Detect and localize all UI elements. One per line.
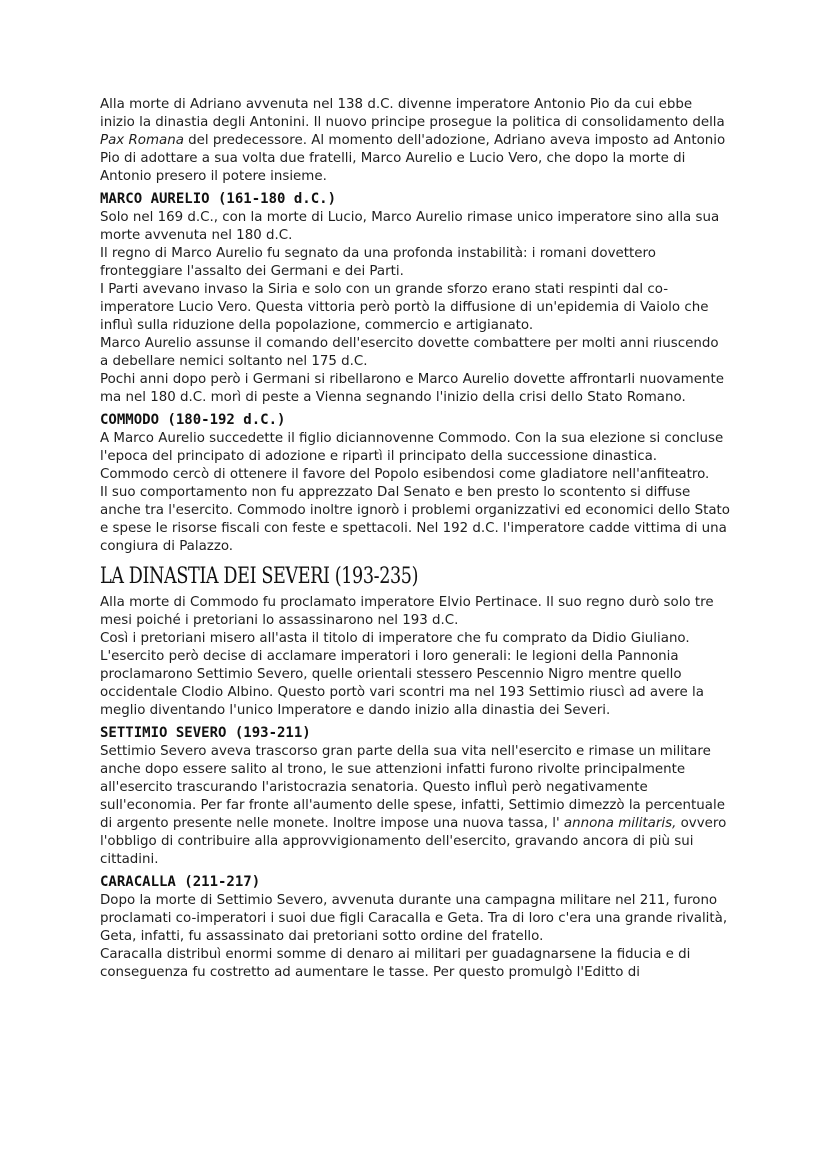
marco-paragraph-2: Il regno di Marco Aurelio fu segnato da una profonda instabilità: i romani dovettero fronteggiare l'assalto dei Germani e dei Parti.: [100, 246, 656, 279]
commodo-heading: COMMODO (180-192 d.C.): [100, 412, 286, 428]
commodo-paragraph-2: Commodo cercò di ottenere il favore del Popolo esibendosi come gladiatore nell'anfiteatro.: [100, 467, 710, 482]
intro-paragraph: Alla morte di Adriano avvenuta nel 138 d.C. divenne imperatore Antonio Pio da cui ebbe inizio la dinastia degli Antonini. Il nuovo principe prosegue la politica di consolidamento della Pax Romana del predecessore. Al momento dell'adozione, Adriano aveva imposto ad Antonio Pio di adottare a sua volta due fratelli, Marco Aurelio e Lucio Vero, che dopo la morte di Antonio presero il potere insieme.: [100, 97, 726, 184]
marco-aurelio-heading: MARCO AURELIO (161-180 d.C.): [100, 191, 337, 207]
settimio-paragraph: Settimio Severo aveva trascorso gran parte della sua vita nell'esercito e rimase un militare anche dopo essere salito al trono, le sue attenzioni infatti furono rivolte principalmente all'esercito trascurando l'aristocrazia senatoria. Questo influì però negativamente sull'economia. Per far fronte all'aumento delle spese, infatti, Settimio dimezzò la percentuale di argento presente nelle monete. Inoltre impose una nuova tassa, l' annona militaris, ovvero l'obbligo di contribuire alla approvvigionamento dell'esercito, gravando ancora di più sui cittadini.: [100, 744, 727, 867]
caracalla-paragraph-2: Caracalla distribuì enormi somme di denaro ai militari per guadagnarsene la fiducia e di conseguenza fu costretto ad aumentare le tasse. Per questo promulgò l'Editto di: [100, 947, 691, 980]
severi-title: LA DINASTIA DEI SEVERI (193-235): [100, 564, 419, 589]
severi-paragraph-2: Così i pretoriani misero all'asta il titolo di imperatore che fu comprato da Didio Giuliano. L'esercito però decise di acclamare imperatori i loro generali: le legioni della Pannonia proclamarono Settimio Severo, quelle orientali stessero Pescennio Nigro mentre quello occidentale Clodio Albino. Questo portò vari scontri ma nel 193 Settimio riuscì ad avere la meglio diventando l'unico Imperatore e dando inizio alla dinastia dei Severi.: [100, 631, 704, 718]
caracalla-heading: CARACALLA (211-217): [100, 874, 261, 890]
document-page: [100, 96, 730, 982]
annona-militaris-emphasis: annona militaris,: [563, 816, 677, 831]
commodo-paragraph-3: Il suo comportamento non fu apprezzato Dal Senato e ben presto lo scontento si diffuse anche tra l'esercito. Commodo inoltre ignorò i problemi organizzativi ed economici dello Stato e spese le risorse fiscali con feste e spettacoli. Nel 192 d.C. l'imperatore cadde vittima di una congiura di Palazzo.: [100, 485, 730, 554]
caracalla-paragraph-1: Dopo la morte di Settimio Severo, avvenuta durante una campagna militare nel 211, furono proclamati co-imperatori i suoi due figli Caracalla e Geta. Tra di loro c'era una grande rivalità, Geta, infatti, fu assassinato dai pretoriani sotto ordine del fratello.: [100, 893, 728, 944]
marco-paragraph-3: I Parti avevano invaso la Siria e solo con un grande sforzo erano stati respinti dal co-imperatore Lucio Vero. Questa vittoria però portò la diffusione di un'epidemia di Vaiolo che influì sulla riduzione della popolazione, commercio e artigianato.: [100, 282, 709, 333]
marco-paragraph-4: Marco Aurelio assunse il comando dell'esercito dovette combattere per molti anni riuscendo a debellare nemici soltanto nel 175 d.C.: [100, 336, 719, 369]
severi-paragraph-1: Alla morte di Commodo fu proclamato imperatore Elvio Pertinace. Il suo regno durò solo tre mesi poiché i pretoriani lo assassinarono nel 193 d.C.: [100, 595, 714, 628]
commodo-paragraph-1: A Marco Aurelio succedette il figlio diciannovenne Commodo. Con la sua elezione si concluse l'epoca del principato di adozione e ripartì il principato della successione dinastica.: [100, 431, 724, 464]
pax-romana-emphasis: Pax Romana: [100, 133, 184, 148]
marco-paragraph-1: Solo nel 169 d.C., con la morte di Lucio, Marco Aurelio rimase unico imperatore sino alla sua morte avvenuta nel 180 d.C.: [100, 210, 720, 243]
settimio-severo-heading: SETTIMIO SEVERO (193-211): [100, 725, 311, 741]
marco-paragraph-5: Pochi anni dopo però i Germani si ribellarono e Marco Aurelio dovette affrontarli nuovamente ma nel 180 d.C. morì di peste a Vienna segnando l'inizio della crisi dello Stato Romano.: [100, 372, 724, 405]
